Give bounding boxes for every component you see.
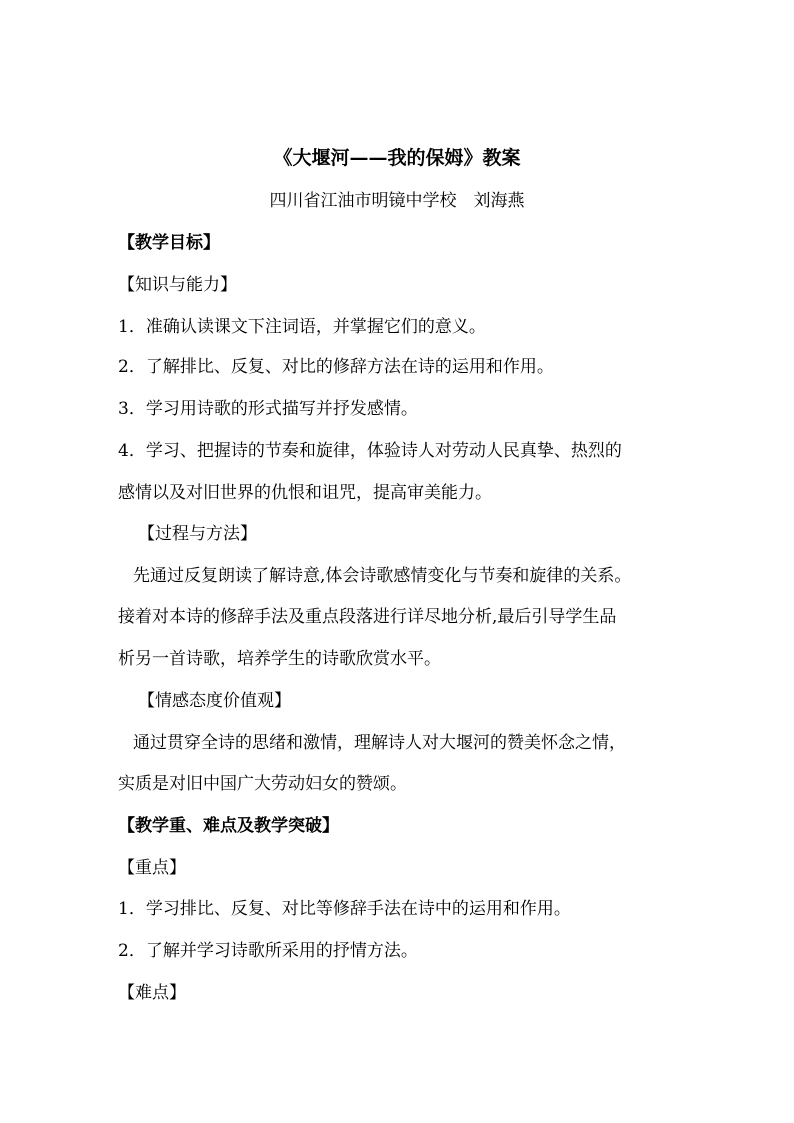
difficulty-heading: 【难点】 [118,983,186,1003]
key-points-heading: 【重点】 [118,858,186,878]
process-paragraph-line: 析另一首诗歌，培养学生的诗歌欣赏水平。 [118,649,441,669]
knowledge-item: 4．学习、把握诗的节奏和旋律，体验诗人对劳动人民真挚、热烈的 [118,441,622,461]
knowledge-item-continued: 感情以及对旧世界的仇恨和诅咒，提高审美能力。 [118,483,492,503]
process-heading: 【过程与方法】 [138,524,257,544]
knowledge-item: 1．准确认读课文下注词语，并掌握它们的意义。 [118,317,486,337]
document-author: 四川省江油市明镜中学校 刘海燕 [269,191,525,211]
knowledge-item: 3．学习用诗歌的形式描写并抒发感情。 [118,399,418,419]
knowledge-item: 2．了解排比、反复、对比的修辞方法在诗的运用和作用。 [118,357,554,377]
process-paragraph-line: 接着对本诗的修辞手法及重点段落进行详尽地分析,最后引导学生品 [118,607,617,627]
objectives-heading: 【教学目标】 [118,233,220,253]
key-point-item: 1．学习排比、反复、对比等修辞手法在诗中的运用和作用。 [118,899,571,919]
focus-heading: 【教学重、难点及教学突破】 [118,816,339,836]
document-title: 《大堰河——我的保姆》教案 [273,147,521,169]
process-paragraph-line: 先通过反复朗读了解诗意,体会诗歌感情变化与节奏和旋律的关系。 [133,566,632,586]
key-point-item: 2．了解并学习诗歌所采用的抒情方法。 [118,941,418,961]
values-paragraph-line: 通过贯穿全诗的思绪和激情，理解诗人对大堰河的赞美怀念之情， [133,733,626,753]
values-heading: 【情感态度价值观】 [138,691,291,711]
knowledge-heading: 【知识与能力】 [118,275,237,295]
values-paragraph-line: 实质是对旧中国广大劳动妇女的赞颂。 [118,774,407,794]
